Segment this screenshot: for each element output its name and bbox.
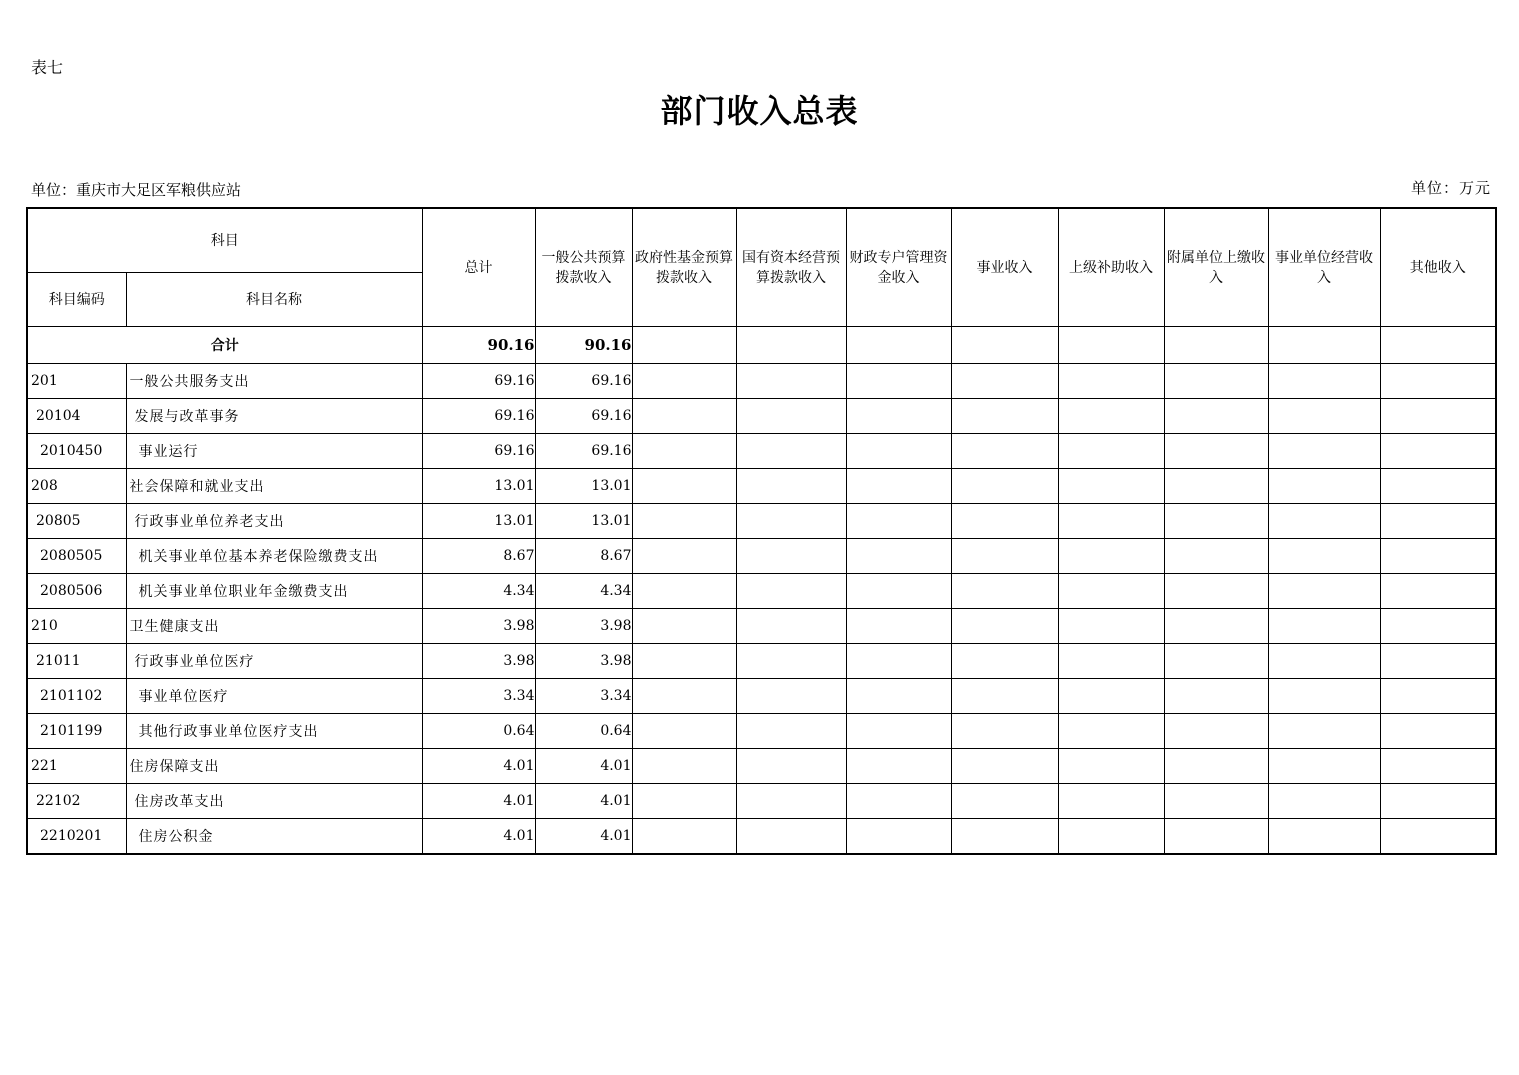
empty-cell [1164,749,1268,784]
empty-cell [1380,399,1496,434]
header-operating-income: 事业单位经营收入 [1268,208,1380,327]
general-budget-value: 69.16 [535,434,632,469]
empty-cell [632,504,736,539]
empty-cell [1164,784,1268,819]
subject-code: 210 [27,609,126,644]
subject-code: 2101102 [27,679,126,714]
summary-row [27,327,1496,364]
table-row [27,574,1496,609]
empty-cell [1268,504,1380,539]
empty-cell [951,574,1058,609]
header-subject: 科目 [27,208,422,273]
empty-cell [951,539,1058,574]
header-special-account: 财政专户管理资金收入 [846,208,951,327]
empty-cell [846,679,951,714]
header-total: 总计 [422,208,535,327]
empty-cell [736,749,846,784]
empty-cell [846,504,951,539]
table-row [27,504,1496,539]
total-value: 4.34 [422,574,535,609]
total-value: 13.01 [422,469,535,504]
header-general-budget: 一般公共预算拨款收入 [535,208,632,327]
empty-cell [846,434,951,469]
empty-cell [1268,574,1380,609]
empty-cell [1268,784,1380,819]
empty-cell [1380,434,1496,469]
general-budget-value: 69.16 [535,399,632,434]
empty-cell [1058,749,1164,784]
empty-cell [1268,469,1380,504]
total-value: 13.01 [422,504,535,539]
subject-code: 2101199 [27,714,126,749]
subject-name: 机关事业单位职业年金缴费支出 [126,574,422,609]
table-row [27,364,1496,399]
empty-cell [1268,749,1380,784]
empty-cell [1058,539,1164,574]
empty-cell [1058,609,1164,644]
subject-name: 机关事业单位基本养老保险缴费支出 [126,539,422,574]
empty-cell [736,784,846,819]
empty-cell [1164,469,1268,504]
table-row [27,679,1496,714]
empty-cell [632,644,736,679]
empty-cell [1164,504,1268,539]
empty-cell [1164,819,1268,855]
subject-code: 2080505 [27,539,126,574]
empty-cell [1164,609,1268,644]
currency-unit: 单位：万元 [1410,179,1491,197]
general-budget-value: 3.98 [535,609,632,644]
subject-code: 201 [27,364,126,399]
empty-cell [951,784,1058,819]
empty-cell [1268,364,1380,399]
empty-cell [1058,784,1164,819]
empty-cell [632,714,736,749]
empty-cell [1058,714,1164,749]
subject-code: 20805 [27,504,126,539]
empty-cell [1058,574,1164,609]
summary-general: 90.16 [535,327,632,364]
table-row [27,714,1496,749]
empty-cell [846,399,951,434]
subject-code: 2010450 [27,434,126,469]
total-value: 4.01 [422,749,535,784]
total-value: 69.16 [422,399,535,434]
empty-cell [846,469,951,504]
empty-cell [1380,469,1496,504]
summary-total: 90.16 [422,327,535,364]
empty-cell [951,644,1058,679]
total-value: 4.01 [422,819,535,855]
empty-cell [736,609,846,644]
subject-name: 住房公积金 [126,819,422,855]
total-value: 3.98 [422,644,535,679]
empty-cell [736,644,846,679]
empty-cell [951,504,1058,539]
empty-cell [951,679,1058,714]
empty-cell [1380,574,1496,609]
total-value: 69.16 [422,364,535,399]
income-summary-table [26,207,1497,855]
empty-cell [736,469,846,504]
empty-cell [632,749,736,784]
empty-cell [846,714,951,749]
empty-cell [846,749,951,784]
general-budget-value: 13.01 [535,469,632,504]
general-budget-value: 4.01 [535,749,632,784]
empty-cell [736,364,846,399]
empty-cell [1268,609,1380,644]
empty-cell [951,714,1058,749]
header-gov-fund: 政府性基金预算拨款收入 [632,208,736,327]
empty-cell [1164,644,1268,679]
empty-cell [1380,714,1496,749]
table-row [27,469,1496,504]
empty-cell [1268,539,1380,574]
total-value: 3.34 [422,679,535,714]
empty-cell [846,784,951,819]
empty-cell [632,679,736,714]
table-row [27,784,1496,819]
empty-cell [1380,784,1496,819]
empty-cell [632,609,736,644]
general-budget-value: 4.34 [535,574,632,609]
page-title: 部门收入总表 [660,92,859,130]
general-budget-value: 3.98 [535,644,632,679]
empty-cell [1164,679,1268,714]
total-value: 4.01 [422,784,535,819]
empty-cell [736,714,846,749]
empty-cell [1164,399,1268,434]
empty-cell [1164,364,1268,399]
header-other-income: 其他收入 [1380,208,1496,327]
general-budget-value: 13.01 [535,504,632,539]
subject-code: 221 [27,749,126,784]
table-row [27,609,1496,644]
empty-cell [1058,469,1164,504]
empty-cell [736,434,846,469]
subject-name: 社会保障和就业支出 [126,469,422,504]
empty-cell [846,539,951,574]
empty-cell [1058,504,1164,539]
subject-code: 20104 [27,399,126,434]
table-row [27,819,1496,855]
empty-cell [1058,819,1164,855]
empty-cell [1058,644,1164,679]
empty-cell [1268,714,1380,749]
empty-cell [1164,574,1268,609]
subject-code: 2080506 [27,574,126,609]
empty-cell [951,609,1058,644]
empty-cell [1380,679,1496,714]
general-budget-value: 8.67 [535,539,632,574]
empty-cell [1380,539,1496,574]
subject-code: 22102 [27,784,126,819]
empty-cell [736,399,846,434]
general-budget-value: 3.34 [535,679,632,714]
subject-name: 住房保障支出 [126,749,422,784]
total-value: 69.16 [422,434,535,469]
subject-name: 行政事业单位养老支出 [126,504,422,539]
table-number-label: 表七 [31,58,64,77]
header-superior-subsidy: 上级补助收入 [1058,208,1164,327]
table-row [27,749,1496,784]
empty-cell [632,784,736,819]
subject-name: 其他行政事业单位医疗支出 [126,714,422,749]
subject-name: 发展与改革事务 [126,399,422,434]
subject-code: 21011 [27,644,126,679]
empty-cell [951,819,1058,855]
empty-cell [1380,644,1496,679]
empty-cell [1380,819,1496,855]
table-row [27,399,1496,434]
general-budget-value: 4.01 [535,784,632,819]
table-row [27,539,1496,574]
subject-name: 一般公共服务支出 [126,364,422,399]
empty-cell [951,749,1058,784]
empty-cell [632,819,736,855]
empty-cell [951,434,1058,469]
subject-name: 事业运行 [126,434,422,469]
empty-cell [1268,819,1380,855]
empty-cell [632,434,736,469]
empty-cell [846,364,951,399]
total-value: 3.98 [422,609,535,644]
empty-cell [1268,399,1380,434]
table-row [27,434,1496,469]
empty-cell [846,644,951,679]
organization-unit: 单位：重庆市大足区军粮供应站 [31,181,242,199]
empty-cell [1380,749,1496,784]
general-budget-value: 69.16 [535,364,632,399]
header-subject-name: 科目名称 [126,273,422,327]
header-business-income: 事业收入 [951,208,1058,327]
general-budget-value: 0.64 [535,714,632,749]
total-value: 8.67 [422,539,535,574]
empty-cell [951,469,1058,504]
empty-cell [846,819,951,855]
empty-cell [736,679,846,714]
empty-cell [846,609,951,644]
subject-name: 卫生健康支出 [126,609,422,644]
subject-name: 住房改革支出 [126,784,422,819]
empty-cell [632,364,736,399]
empty-cell [1268,644,1380,679]
subject-code: 2210201 [27,819,126,855]
empty-cell [1058,364,1164,399]
empty-cell [632,539,736,574]
subject-code: 208 [27,469,126,504]
subject-name: 事业单位医疗 [126,679,422,714]
empty-cell [1058,679,1164,714]
header-affiliated-turnover: 附属单位上缴收入 [1164,208,1268,327]
empty-cell [1164,539,1268,574]
empty-cell [951,364,1058,399]
empty-cell [846,574,951,609]
empty-cell [632,574,736,609]
header-state-capital: 国有资本经营预算拨款收入 [736,208,846,327]
empty-cell [736,819,846,855]
empty-cell [1268,434,1380,469]
empty-cell [736,504,846,539]
empty-cell [632,469,736,504]
empty-cell [736,574,846,609]
empty-cell [1058,434,1164,469]
empty-cell [1058,399,1164,434]
empty-cell [1164,434,1268,469]
header-subject-code: 科目编码 [27,273,126,327]
total-value: 0.64 [422,714,535,749]
empty-cell [1380,504,1496,539]
empty-cell [632,399,736,434]
general-budget-value: 4.01 [535,819,632,855]
empty-cell [1164,714,1268,749]
subject-name: 行政事业单位医疗 [126,644,422,679]
empty-cell [951,399,1058,434]
summary-label: 合计 [27,327,422,364]
empty-cell [1380,364,1496,399]
empty-cell [1380,609,1496,644]
empty-cell [1268,679,1380,714]
table-row [27,644,1496,679]
empty-cell [736,539,846,574]
